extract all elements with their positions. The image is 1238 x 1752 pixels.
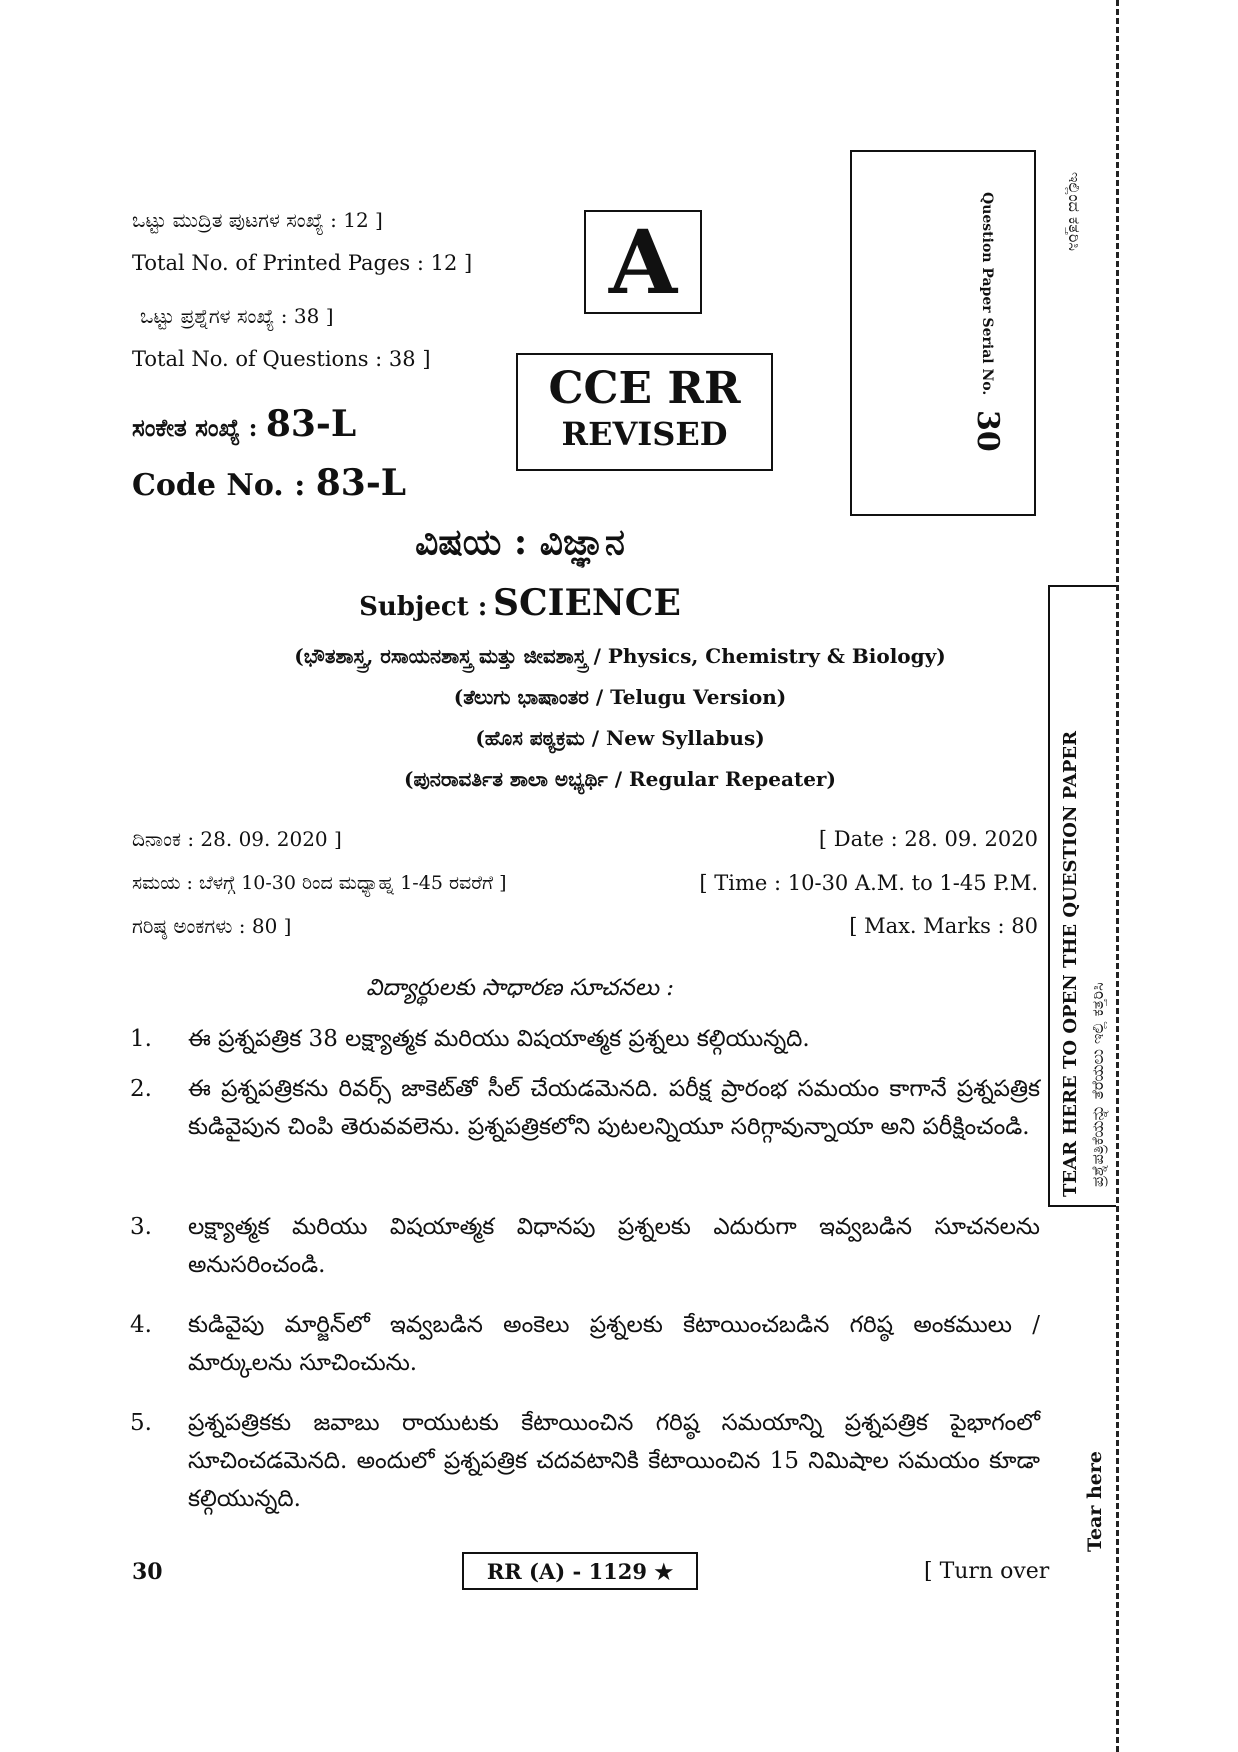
instruction-text: ఈ ప్రశ్నపత్రికను రివర్స్ జాకెట్‌తో సీల్ చేయడమెనది. పరీక్ష ప్రారంభ సమయం కాగానే ప్రశ్నపత్రిక కుడివైపున చింపి తెరువవలెను. ప్రశ్నపత్రికలోని పుటలన్నియూ సరిగ్గావున్నాయా అని పరీక్షించండి.: [188, 1076, 1040, 1140]
candidate-type: (ಪುನರಾವರ್ತಿತ ಶಾಲಾ ಅಭ್ಯರ್ಥಿ / Regular Repeater): [404, 767, 836, 791]
serial-number-box: [850, 150, 1036, 516]
footer-code-box: [462, 1552, 698, 1590]
instruction-text: ఈ ప్రశ్నపత్రిక 38 లక్ష్యాత్మక మరియు విషయాత్మక ప్రశ్నలు కల్గియున్నది.: [188, 1026, 810, 1052]
subject-label: Subject :: [359, 592, 488, 622]
exam-time: [ Time : 10-30 A.M. to 1-45 P.M.: [699, 871, 1038, 895]
instruction-item: [130, 1404, 1040, 1524]
instruction-text: ప్రశ్నపత్రికకు జవాబు రాయుటకు కేటాయించిన గరిష్ఠ సమయాన్ని ప్రశ్నపత్రిక పైభాగంలో సూచించడమెనది. అందులో ప్రశ్నపత్రిక చదవటానికి కేటాయించిన 15 నిమిషాల సమయం కూడా కల్గియున్నది.: [188, 1410, 1040, 1512]
code-line: [132, 462, 406, 507]
exam-date: [ Date : 28. 09. 2020: [818, 827, 1038, 851]
kannada-code-label: ಸಂಕೇತ ಸಂಖ್ಯೆ :: [132, 413, 258, 442]
kannada-time: ಸಮಯ : ಬೆಳಗ್ಗೆ 10-30 ರಿಂದ ಮಧ್ಯಾಹ್ನ 1-45 ರವರೆಗೆ ]: [132, 872, 507, 894]
language-version: (ತೆಲುಗು ಭಾಷಾಂತರ / Telugu Version): [453, 685, 787, 709]
kannada-cut-here-top: ಇಲ್ಲಿಂದ ಕತ್ತರಿಸಿ: [1065, 172, 1084, 251]
total-questions: Total No. of Questions : 38 ]: [132, 347, 431, 371]
subject-branches: (ಭೌತಶಾಸ್ತ್ರ, ರಸಾಯನಶಾಸ್ತ್ರ ಮತ್ತು ಜೀವಶಾಸ್ತ್ರ / Physics, Chemistry & Biology): [294, 644, 946, 668]
paper-version-letter: A: [608, 210, 678, 314]
instruction-number: 4.: [130, 1312, 152, 1338]
serial-number-value: 30: [970, 410, 1005, 452]
page-number: 30: [132, 1559, 163, 1585]
instruction-number: 1.: [130, 1026, 152, 1052]
tear-dashed-line: [1116, 0, 1119, 1752]
cce-rr-title: CCE RR: [548, 363, 741, 414]
instruction-item: [130, 1306, 1040, 1386]
revised-label: REVISED: [561, 415, 728, 453]
kannada-printed-pages: ಒಟ್ಟು ಮುದ್ರಿತ ಪುಟಗಳ ಸಂಖ್ಯೆ : 12 ]: [132, 208, 383, 232]
instruction-item: [130, 1208, 1040, 1288]
subject-kannada: ವಿಷಯ : ವಿಜ್ಞಾನ: [415, 521, 625, 563]
tear-here-instruction: TEAR HERE TO OPEN THE QUESTION PAPER: [1060, 730, 1081, 1197]
code-label: Code No. :: [132, 468, 306, 503]
syllabus: (ಹೊಸ ಪಠ್ಯಕ್ರಮ / New Syllabus): [475, 726, 765, 750]
tear-here-box: [1048, 585, 1116, 1207]
kannada-total-questions: ಒಟ್ಟು ಪ್ರಶ್ನೆಗಳ ಸಂಖ್ಯೆ : 38 ]: [140, 304, 334, 328]
instruction-text: లక్ష్యాత్మక మరియు విషయాత్మక విధానపు ప్రశ్నలకు ఎదురుగా ఇవ్వబడిన సూచనలను అనుసరించండి.: [188, 1214, 1040, 1278]
serial-number-label: Question Paper Serial No.: [979, 192, 995, 396]
instruction-number: 3.: [130, 1214, 152, 1240]
subject-value: SCIENCE: [492, 582, 681, 624]
kannada-max-marks: ಗರಿಷ್ಠ ಅಂಕಗಳು : 80 ]: [132, 914, 292, 938]
printed-pages: Total No. of Printed Pages : 12 ]: [132, 251, 473, 275]
instructions-heading: విద్యార్థులకు సాధారణ సూచనలు :: [365, 975, 675, 1001]
instruction-item: [130, 1070, 1040, 1190]
instruction-text: కుడివైపు మార్జిన్‌లో ఇవ్వబడిన అంకెలు ప్రశ్నలకు కేటాయించబడిన గరిష్ఠ అంకములు / మార్కులను సూచించును.: [188, 1312, 1040, 1376]
footer-code: RR (A) - 1129 ★: [486, 1558, 674, 1584]
max-marks: [ Max. Marks : 80: [849, 914, 1038, 938]
paper-version-box: [584, 210, 702, 314]
kannada-code-line: [132, 404, 356, 448]
instruction-item: [130, 1020, 1040, 1060]
kannada-tear-instruction: ಪ್ರಶ್ನೆಪತ್ರಿಕೆಯನ್ನು ತೆರೆಯಲು ಇಲ್ಲಿ ಕತ್ತರಿಸಿ: [1088, 982, 1107, 1187]
code-value: 83-L: [315, 462, 407, 504]
subject-line: [0, 582, 1040, 624]
turn-over: [ Turn over: [924, 1559, 1050, 1584]
kannada-date: ದಿನಾಂಕ : 28. 09. 2020 ]: [132, 827, 342, 851]
instruction-number: 2.: [130, 1076, 152, 1102]
instruction-number: 5.: [130, 1410, 152, 1436]
cce-rr-box: [516, 353, 773, 471]
kannada-code-value: 83-L: [265, 403, 357, 445]
tear-here-label: Tear here: [1084, 1451, 1106, 1552]
